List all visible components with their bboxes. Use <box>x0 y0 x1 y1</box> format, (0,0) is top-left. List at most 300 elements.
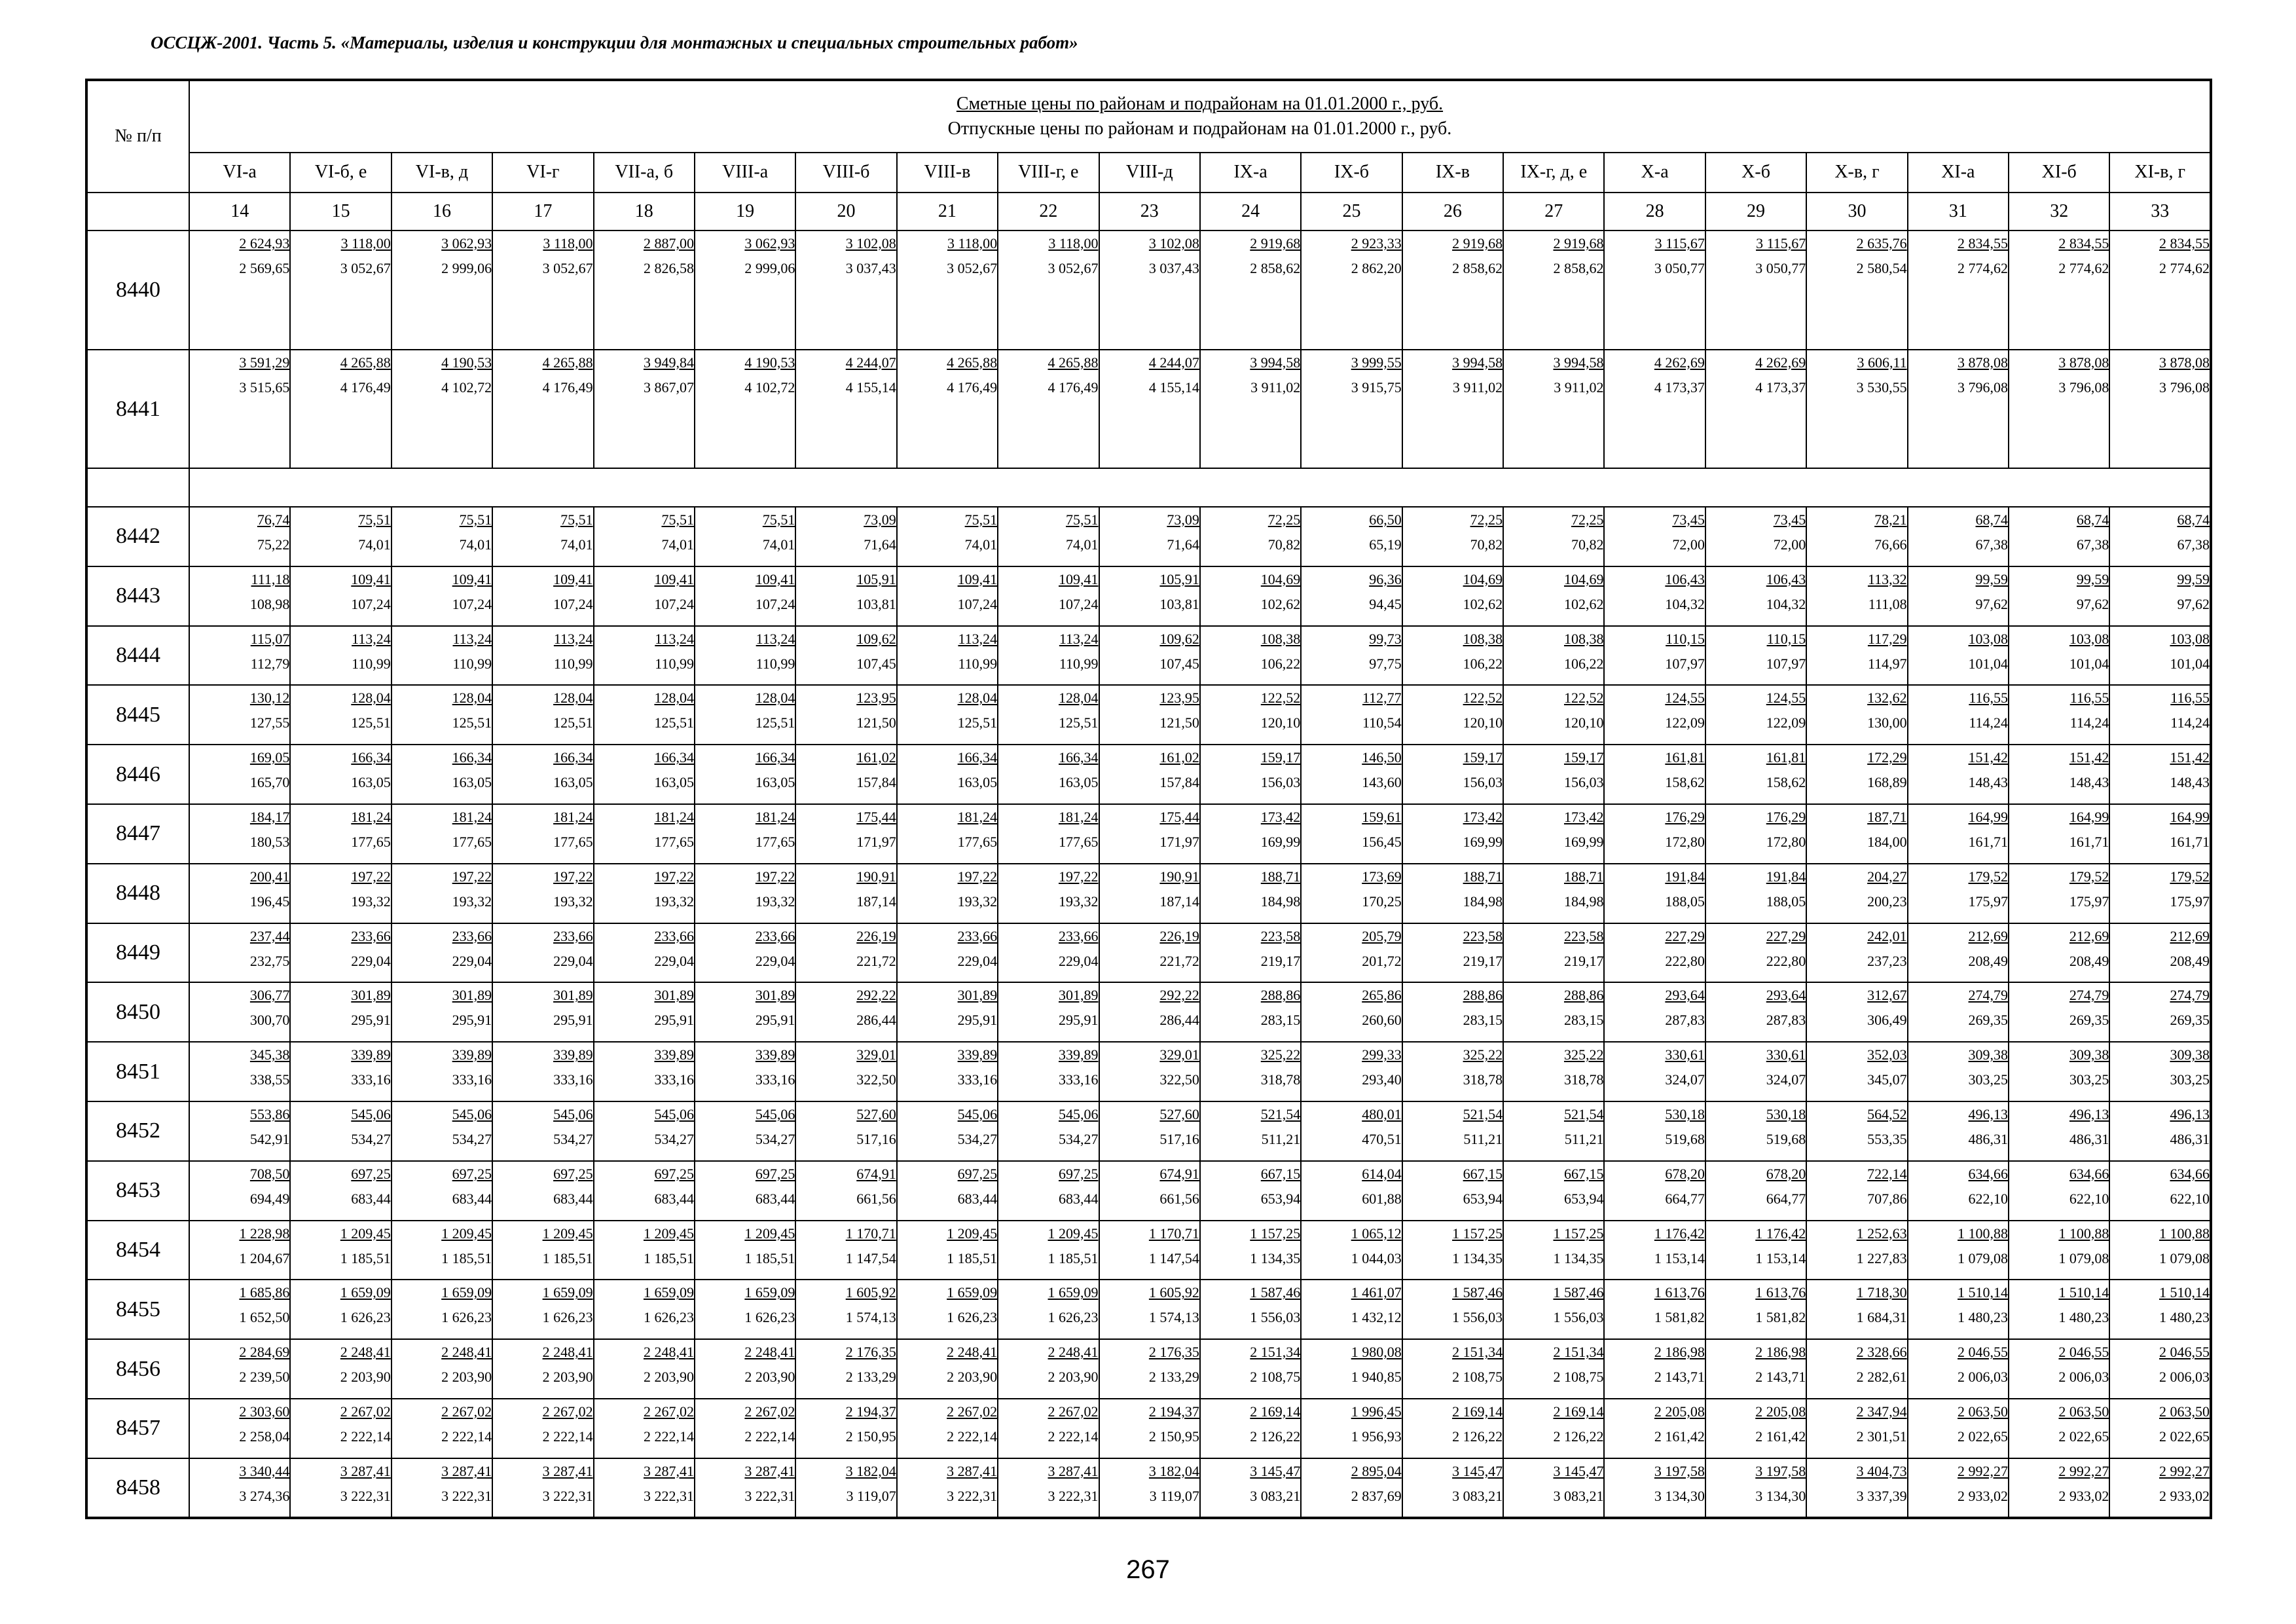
release-price: 70,82 <box>1571 536 1604 553</box>
release-price: 707,86 <box>1867 1190 1907 1207</box>
estimate-price: 697,25 <box>755 1165 795 1182</box>
release-price: 511,21 <box>1463 1131 1503 1148</box>
estimate-price: 1 996,45 <box>1351 1403 1402 1420</box>
release-price: 121,50 <box>856 714 896 731</box>
release-price: 1 581,82 <box>1654 1309 1705 1326</box>
release-price: 184,98 <box>1260 893 1301 910</box>
release-price: 171,97 <box>1159 833 1199 850</box>
price-cell <box>1301 1339 1402 1399</box>
estimate-price: 108,38 <box>1463 630 1503 647</box>
release-price: 694,49 <box>249 1190 290 1207</box>
price-cell <box>695 1042 795 1101</box>
estimate-price: 1 170,71 <box>1148 1225 1199 1242</box>
estimate-price: 329,01 <box>856 1046 896 1063</box>
estimate-price: 122,52 <box>1463 690 1503 707</box>
estimate-price: 3 404,73 <box>1856 1462 1907 1479</box>
estimate-price: 1 587,46 <box>1452 1284 1503 1301</box>
price-cell <box>1908 507 2009 566</box>
release-price: 180,53 <box>249 833 290 850</box>
estimate-price: 1 100,88 <box>2159 1225 2210 1242</box>
release-price: 72,00 <box>1773 536 1806 553</box>
release-price: 177,65 <box>755 833 795 850</box>
price-cell <box>594 626 695 686</box>
estimate-price: 161,81 <box>1766 749 1806 766</box>
district-column-header: VIII-г, е <box>998 153 1099 193</box>
estimate-price: 1 980,08 <box>1351 1344 1402 1361</box>
price-cell <box>1503 685 1604 745</box>
estimate-price: 105,91 <box>1159 570 1199 587</box>
release-price: 161,71 <box>1968 833 2009 850</box>
column-number: 19 <box>695 193 795 231</box>
release-price: 2 203,90 <box>744 1369 795 1386</box>
estimate-price: 545,06 <box>957 1106 998 1123</box>
release-price: 110,54 <box>1362 714 1402 731</box>
release-price: 286,44 <box>1159 1012 1199 1029</box>
estimate-price: 109,41 <box>1059 570 1099 587</box>
price-cell <box>1705 685 1806 745</box>
price-cell <box>290 350 391 469</box>
release-price: 74,01 <box>762 536 795 553</box>
estimate-price: 3 878,08 <box>2058 354 2109 371</box>
row-number: 8443 <box>86 566 189 626</box>
release-price: 4 155,14 <box>845 378 896 396</box>
price-cell <box>998 745 1099 804</box>
release-price: 661,56 <box>856 1190 896 1207</box>
release-price: 683,44 <box>1059 1190 1099 1207</box>
price-cell <box>290 923 391 983</box>
estimate-price: 161,02 <box>1159 749 1199 766</box>
estimate-price: 667,15 <box>1260 1165 1301 1182</box>
release-price: 2 203,90 <box>1048 1369 1099 1386</box>
table-row <box>86 923 2211 983</box>
price-cell <box>1908 745 2009 804</box>
release-price: 2 569,65 <box>239 260 290 277</box>
release-price: 201,72 <box>1362 952 1402 969</box>
release-price: 102,62 <box>1563 595 1604 612</box>
price-cell <box>1503 507 1604 566</box>
estimate-price: 3 999,55 <box>1351 354 1402 371</box>
release-price: 2 222,14 <box>542 1428 593 1445</box>
release-price: 168,89 <box>1867 774 1907 791</box>
estimate-price: 233,66 <box>654 927 694 944</box>
release-price: 2 933,02 <box>1958 1487 2009 1504</box>
release-price: 683,44 <box>452 1190 492 1207</box>
release-price: 517,16 <box>1159 1131 1199 1148</box>
release-price: 106,22 <box>1463 655 1503 672</box>
release-price: 1 134,35 <box>1553 1249 1604 1266</box>
estimate-price: 1 510,14 <box>2058 1284 2109 1301</box>
price-cell <box>695 745 795 804</box>
release-price: 2 222,14 <box>1048 1428 1099 1445</box>
estimate-price: 128,04 <box>957 690 998 707</box>
release-price: 2 999,06 <box>744 260 795 277</box>
release-price: 1 204,67 <box>239 1249 290 1266</box>
estimate-price: 301,89 <box>452 987 492 1004</box>
estimate-price: 109,62 <box>856 630 896 647</box>
release-price: 1 626,23 <box>744 1309 795 1326</box>
price-cell <box>1503 923 1604 983</box>
price-cell <box>1301 804 1402 864</box>
release-price: 683,44 <box>957 1190 998 1207</box>
estimate-price: 1 157,25 <box>1250 1225 1301 1242</box>
price-cell <box>1604 1339 1705 1399</box>
release-price: 2 933,02 <box>2159 1487 2210 1504</box>
release-price: 283,15 <box>1463 1012 1503 1029</box>
price-cell <box>492 507 593 566</box>
price-cell <box>290 1161 391 1221</box>
price-cell <box>392 685 492 745</box>
estimate-price: 173,69 <box>1362 868 1402 885</box>
release-price: 622,10 <box>1968 1190 2009 1207</box>
estimate-price: 233,66 <box>351 927 391 944</box>
price-cell <box>392 1280 492 1339</box>
release-price: 3 911,02 <box>1452 378 1503 396</box>
price-cell <box>1806 1458 1907 1518</box>
estimate-price: 3 994,58 <box>1452 354 1503 371</box>
release-price: 3 796,08 <box>2159 378 2210 396</box>
release-price: 2 826,58 <box>643 260 694 277</box>
estimate-price: 3 145,47 <box>1553 1462 1604 1479</box>
estimate-price: 2 151,34 <box>1553 1344 1604 1361</box>
price-cell <box>795 804 896 864</box>
price-cell <box>1402 1042 1503 1101</box>
release-price: 3 222,31 <box>947 1487 998 1504</box>
price-cell <box>2009 1280 2109 1339</box>
price-cell <box>1301 350 1402 469</box>
release-price: 1 626,23 <box>542 1309 593 1326</box>
estimate-price: 530,18 <box>1766 1106 1806 1123</box>
row-number: 8441 <box>86 350 189 469</box>
estimate-price: 110,15 <box>1666 630 1705 647</box>
price-cell <box>189 1101 290 1161</box>
estimate-price: 339,89 <box>654 1046 694 1063</box>
row-number: 8455 <box>86 1280 189 1339</box>
price-cell <box>1402 982 1503 1042</box>
release-price: 3 222,31 <box>542 1487 593 1504</box>
estimate-price: 109,41 <box>553 570 593 587</box>
release-price: 534,27 <box>351 1131 391 1148</box>
price-cell <box>392 982 492 1042</box>
estimate-price: 166,34 <box>755 749 795 766</box>
estimate-price: 1 659,09 <box>744 1284 795 1301</box>
price-cell <box>1099 1161 1200 1221</box>
estimate-price: 113,24 <box>452 630 492 647</box>
release-price: 2 222,14 <box>643 1428 694 1445</box>
price-cell <box>897 982 998 1042</box>
price-cell <box>290 507 391 566</box>
price-cell <box>594 685 695 745</box>
release-price: 303,25 <box>2170 1071 2210 1088</box>
estimate-price: 3 340,44 <box>239 1462 290 1479</box>
estimate-price: 339,89 <box>1059 1046 1099 1063</box>
release-price: 470,51 <box>1362 1131 1402 1148</box>
estimate-price: 75,51 <box>762 511 795 528</box>
price-cell <box>189 1339 290 1399</box>
release-price: 107,24 <box>755 595 795 612</box>
estimate-price: 188,71 <box>1260 868 1301 885</box>
price-cell <box>1604 350 1705 469</box>
price-cell <box>2009 1221 2109 1280</box>
price-cell <box>998 685 1099 745</box>
price-cell <box>290 804 391 864</box>
estimate-price: 1 685,86 <box>239 1284 290 1301</box>
price-cell <box>1200 864 1301 923</box>
release-price: 303,25 <box>2069 1071 2109 1088</box>
release-price: 661,56 <box>1159 1190 1199 1207</box>
estimate-price: 233,66 <box>755 927 795 944</box>
release-price: 3 134,30 <box>1755 1487 1806 1504</box>
estimate-price: 301,89 <box>1059 987 1099 1004</box>
estimate-price: 3 118,00 <box>340 235 391 252</box>
estimate-price: 226,19 <box>856 927 896 944</box>
price-cell <box>2009 685 2109 745</box>
estimate-price: 191,84 <box>1766 868 1806 885</box>
release-price: 101,04 <box>2170 655 2210 672</box>
price-cell <box>1705 804 1806 864</box>
price-cell <box>594 1280 695 1339</box>
release-price: 177,65 <box>452 833 492 850</box>
release-price: 157,84 <box>1159 774 1199 791</box>
price-cell <box>594 804 695 864</box>
release-price: 333,16 <box>1059 1071 1099 1088</box>
price-cell <box>2009 1042 2109 1101</box>
estimate-price: 116,55 <box>2170 690 2210 707</box>
estimate-price: 181,24 <box>1059 808 1099 825</box>
estimate-price: 1 100,88 <box>1958 1225 2009 1242</box>
price-cell <box>1503 1221 1604 1280</box>
release-price: 125,51 <box>957 714 998 731</box>
release-price: 622,10 <box>2170 1190 2210 1207</box>
release-price: 664,77 <box>1766 1190 1806 1207</box>
estimate-price: 179,52 <box>2170 868 2210 885</box>
estimate-price: 1 176,42 <box>1654 1225 1705 1242</box>
price-cell <box>594 1101 695 1161</box>
estimate-price: 3 182,04 <box>845 1462 896 1479</box>
price-cell <box>998 350 1099 469</box>
price-cell <box>897 745 998 804</box>
price-cell <box>290 1399 391 1458</box>
price-cell <box>1908 1399 2009 1458</box>
release-price: 3 119,07 <box>846 1487 896 1504</box>
estimate-price: 103,08 <box>1968 630 2009 647</box>
estimate-price: 293,64 <box>1665 987 1705 1004</box>
release-price: 3 222,31 <box>340 1487 391 1504</box>
estimate-price: 109,41 <box>452 570 492 587</box>
estimate-price: 674,91 <box>1159 1165 1199 1182</box>
release-price: 3 867,07 <box>643 378 694 396</box>
estimate-price: 339,89 <box>351 1046 391 1063</box>
price-cell <box>1806 864 1907 923</box>
release-price: 200,23 <box>1867 893 1907 910</box>
estimate-price: 2 248,41 <box>947 1344 998 1361</box>
estimate-price: 1 209,45 <box>1048 1225 1099 1242</box>
release-price: 3 052,67 <box>1048 260 1099 277</box>
estimate-price: 109,41 <box>654 570 694 587</box>
estimate-price: 3 062,93 <box>744 235 795 252</box>
release-price: 3 037,43 <box>1148 260 1199 277</box>
estimate-price: 1 605,92 <box>845 1284 896 1301</box>
price-cell <box>998 864 1099 923</box>
price-cell <box>1301 507 1402 566</box>
price-cell <box>594 1161 695 1221</box>
release-price: 2 161,42 <box>1755 1428 1806 1445</box>
price-cell <box>1099 566 1200 626</box>
estimate-price: 2 834,55 <box>2058 235 2109 252</box>
release-price: 169,99 <box>1563 833 1604 850</box>
release-price: 1 626,23 <box>1048 1309 1099 1326</box>
release-price: 120,10 <box>1563 714 1604 731</box>
price-cell <box>2109 350 2211 469</box>
release-price: 683,44 <box>553 1190 593 1207</box>
release-price: 107,97 <box>1766 655 1806 672</box>
estimate-price: 227,29 <box>1766 927 1806 944</box>
release-price: 107,45 <box>856 655 896 672</box>
price-cell <box>695 1458 795 1518</box>
estimate-price: 1 170,71 <box>845 1225 896 1242</box>
estimate-price: 2 205,08 <box>1755 1403 1806 1420</box>
release-price: 114,24 <box>2069 714 2109 731</box>
estimate-price: 205,79 <box>1362 927 1402 944</box>
price-cell <box>695 923 795 983</box>
release-price: 229,04 <box>1059 952 1099 969</box>
price-cell <box>2009 923 2109 983</box>
number-column-header: № п/п <box>86 80 189 193</box>
price-cell <box>897 864 998 923</box>
price-cell <box>2109 1161 2211 1221</box>
estimate-price: 104,69 <box>1563 570 1604 587</box>
row-number: 8457 <box>86 1399 189 1458</box>
price-cell <box>1402 923 1503 983</box>
price-cell <box>1200 982 1301 1042</box>
price-cell <box>897 804 998 864</box>
price-cell <box>1099 1458 1200 1518</box>
estimate-price: 72,25 <box>1571 511 1604 528</box>
price-cell <box>1099 626 1200 686</box>
price-cell <box>492 231 593 350</box>
release-price: 2 022,65 <box>2159 1428 2210 1445</box>
release-price: 2 258,04 <box>239 1428 290 1445</box>
price-cell <box>594 1458 695 1518</box>
price-cell <box>1402 1458 1503 1518</box>
estimate-price: 2 205,08 <box>1654 1403 1705 1420</box>
release-price: 1 185,51 <box>542 1249 593 1266</box>
estimate-price: 190,91 <box>856 868 896 885</box>
price-cell <box>1503 1399 1604 1458</box>
estimate-price: 3 287,41 <box>1048 1462 1099 1479</box>
release-price: 1 147,54 <box>1148 1249 1199 1266</box>
estimate-price: 75,51 <box>459 511 492 528</box>
estimate-price: 123,95 <box>856 690 896 707</box>
estimate-price: 2 267,02 <box>340 1403 391 1420</box>
price-cell <box>1200 566 1301 626</box>
estimate-price: 181,24 <box>957 808 998 825</box>
price-cell <box>1806 1399 1907 1458</box>
estimate-price: 233,66 <box>957 927 998 944</box>
release-price: 193,32 <box>654 893 694 910</box>
price-cell <box>897 507 998 566</box>
price-table <box>85 79 2212 1519</box>
estimate-price: 2 267,02 <box>542 1403 593 1420</box>
price-cell <box>1604 507 1705 566</box>
release-price: 683,44 <box>755 1190 795 1207</box>
estimate-price: 2 347,94 <box>1856 1403 1907 1420</box>
estimate-price: 197,22 <box>351 868 391 885</box>
price-cell <box>594 864 695 923</box>
release-price: 237,23 <box>1867 952 1907 969</box>
estimate-price: 2 635,76 <box>1856 235 1907 252</box>
estimate-price: 99,59 <box>1975 570 2009 587</box>
column-number: 27 <box>1503 193 1604 231</box>
price-cell <box>392 350 492 469</box>
release-price: 2 006,03 <box>1958 1369 2009 1386</box>
estimate-price: 166,34 <box>452 749 492 766</box>
release-price: 1 652,50 <box>239 1309 290 1326</box>
release-price: 1 079,08 <box>1958 1249 2009 1266</box>
price-cell <box>795 1101 896 1161</box>
estimate-price: 301,89 <box>957 987 998 1004</box>
release-price: 108,98 <box>249 595 290 612</box>
price-cell <box>1908 350 2009 469</box>
estimate-price: 2 046,55 <box>1958 1344 2009 1361</box>
price-cell <box>1705 1339 1806 1399</box>
release-price: 2 222,14 <box>947 1428 998 1445</box>
release-price: 107,24 <box>1059 595 1099 612</box>
release-price: 3 050,77 <box>1755 260 1806 277</box>
price-cell <box>2009 745 2109 804</box>
price-cell <box>1908 804 2009 864</box>
price-cell <box>1503 231 1604 350</box>
price-cell <box>1806 1101 1907 1161</box>
estimate-price: 1 176,42 <box>1755 1225 1806 1242</box>
estimate-price: 164,99 <box>1968 808 2009 825</box>
estimate-price: 124,55 <box>1766 690 1806 707</box>
price-cell <box>1604 1458 1705 1518</box>
price-cell <box>392 566 492 626</box>
price-cell <box>1705 923 1806 983</box>
release-price: 125,51 <box>755 714 795 731</box>
district-column-header: IX-в <box>1402 153 1503 193</box>
price-cell <box>695 231 795 350</box>
estimate-price: 1 605,92 <box>1148 1284 1199 1301</box>
release-price: 122,09 <box>1665 714 1705 731</box>
price-cell <box>594 566 695 626</box>
price-cell <box>1705 231 1806 350</box>
release-price: 103,81 <box>1159 595 1199 612</box>
price-cell <box>998 1339 1099 1399</box>
price-cell <box>492 685 593 745</box>
release-price: 71,64 <box>864 536 896 553</box>
price-cell <box>2109 1458 2211 1518</box>
price-cell <box>1099 804 1200 864</box>
release-price: 2 006,03 <box>2159 1369 2210 1386</box>
release-price: 71,64 <box>1167 536 1199 553</box>
estimate-price: 1 659,09 <box>542 1284 593 1301</box>
release-price: 1 079,08 <box>2159 1249 2210 1266</box>
row-number: 8448 <box>86 864 189 923</box>
release-price: 3 915,75 <box>1351 378 1402 396</box>
estimate-price: 104,69 <box>1260 570 1301 587</box>
row-number: 8456 <box>86 1339 189 1399</box>
price-cell <box>290 685 391 745</box>
price-cell <box>795 1339 896 1399</box>
release-price: 161,71 <box>2170 833 2210 850</box>
estimate-price: 113,24 <box>756 630 795 647</box>
price-cell <box>189 685 290 745</box>
price-cell <box>392 745 492 804</box>
price-cell <box>1402 1399 1503 1458</box>
estimate-price: 301,89 <box>654 987 694 1004</box>
release-price: 3 222,31 <box>441 1487 492 1504</box>
